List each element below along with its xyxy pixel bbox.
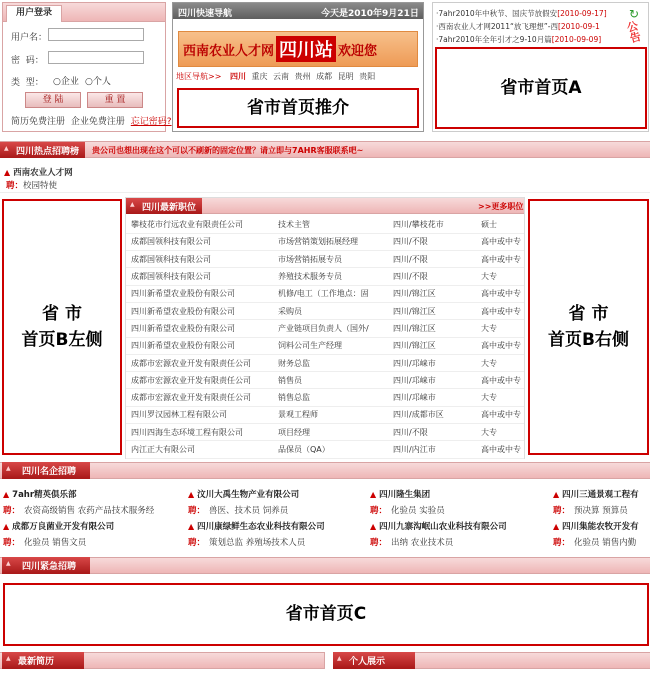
username-label: 用户名： (11, 33, 48, 43)
job-title[interactable]: 销售总监 (273, 389, 388, 406)
flag-icon: ▲ (553, 522, 560, 531)
register-resume-link[interactable]: 简历免费注册 (11, 117, 66, 127)
quick-nav-panel (172, 2, 424, 132)
job-title[interactable]: 产业链项目负责人（国外/ (273, 320, 388, 337)
flag-icon: ▲ (188, 490, 195, 499)
job-row[interactable] (126, 268, 524, 285)
forgot-password-link[interactable]: 忘记密码? (130, 117, 172, 127)
job-location: 四川/内江市 (388, 441, 476, 458)
job-company[interactable]: 四川新希望农业股份有限公司 (126, 285, 273, 302)
famous-company[interactable] (553, 488, 650, 516)
job-company[interactable]: 成都国领科技有限公司 (126, 251, 273, 268)
resume-tab: ▲ 最新简历 (2, 652, 84, 669)
famous-company-name[interactable]: 四川隆生集团 (379, 490, 431, 500)
famous-company[interactable] (370, 488, 540, 516)
job-education: 高中或中专 (476, 406, 524, 423)
region-link-guizhou[interactable]: 贵州 (294, 72, 311, 81)
region-nav (176, 71, 375, 82)
flag-icon: ▲ (188, 522, 195, 531)
region-link-yunnan[interactable]: 云南 (273, 72, 290, 81)
job-location: 四川/邛崃市 (388, 354, 476, 371)
job-title[interactable]: 机修/电工（工作地点：固 (273, 285, 388, 302)
flag-icon: ▲ (370, 522, 377, 531)
urgent-bar (0, 557, 650, 574)
login-panel (2, 2, 172, 132)
latest-jobs-tab: ▲ 四川最新职位 (126, 198, 202, 214)
notice-date: [2010-09-1 (557, 22, 600, 31)
job-row[interactable] (126, 216, 524, 233)
job-title[interactable]: 财务总监 (273, 354, 388, 371)
job-prefix: 聘： (188, 538, 206, 548)
login-button[interactable]: 登 陆 (25, 92, 81, 108)
notice-panel (432, 2, 649, 132)
notice-item[interactable]: ·7ahr2010年中秋节、国庆节放假安[2010-09-17] (436, 9, 607, 18)
notice-text: 7ahr2010年中秋节、国庆节放假安 (438, 9, 558, 18)
hot-recruit-promo[interactable]: 贵公司也想出现在这个可以不刷新的固定位置？请立即与7AHR客服联系吧~ (92, 146, 364, 155)
job-row[interactable] (126, 354, 524, 371)
job-table-wrap (126, 216, 524, 459)
job-row[interactable] (126, 251, 524, 268)
job-company[interactable]: 四川新希望农业股份有限公司 (126, 320, 273, 337)
job-location: 四川/不限 (388, 424, 476, 441)
job-company[interactable]: 四川罗汉园林工程有限公司 (126, 406, 273, 423)
famous-company[interactable] (3, 520, 173, 548)
job-prefix: 聘： (188, 506, 206, 516)
login-links (11, 114, 172, 127)
job-company[interactable]: 成都市宏源农业开发有限责任公司 (126, 389, 273, 406)
job-title[interactable]: 饲料公司生产经理 (273, 337, 388, 354)
password-input[interactable] (48, 51, 144, 64)
quick-nav-title: 四川快速导航 (178, 9, 233, 19)
famous-company-name[interactable]: 汶川大禹生物产业有限公司 (197, 490, 300, 500)
famous-company-jobs[interactable]: 策划总监 养殖场技术人员 (209, 538, 306, 548)
job-education: 高中或中专 (476, 285, 524, 302)
famous-company-jobs[interactable]: 化验员 销售文员 (24, 538, 87, 548)
job-title[interactable]: 景观工程师 (273, 406, 388, 423)
reset-button[interactable]: 重 置 (87, 92, 143, 108)
job-row[interactable] (126, 233, 524, 250)
hot-recruit-tab: ▲ 四川热点招聘榜 (0, 142, 85, 158)
job-location: 四川/不限 (388, 268, 476, 285)
welcome-banner (178, 31, 418, 67)
radio-company-label: 企业 (60, 77, 79, 87)
job-company[interactable]: 成都国领科技有限公司 (126, 268, 273, 285)
job-education: 高中或中专 (476, 337, 524, 354)
job-company[interactable]: 四川新希望农业股份有限公司 (126, 337, 273, 354)
job-row[interactable] (126, 372, 524, 389)
flag-icon: ▲ (3, 522, 10, 531)
famous-company[interactable] (553, 520, 650, 548)
famous-company-jobs[interactable]: 农资高级销售 农药产品技术服务经 (24, 506, 155, 516)
job-title[interactable]: 市场营销拓展专员 (273, 251, 388, 268)
job-row[interactable] (126, 389, 524, 406)
username-input[interactable] (48, 28, 144, 41)
hot-recruit-job (6, 179, 57, 191)
famous-company-name[interactable]: 四川康绿鲜生态农业科技有限公司 (197, 522, 325, 532)
job-location: 四川/锦江区 (388, 320, 476, 337)
banner-site-name: 西南农业人才网 (183, 43, 275, 59)
job-prefix: 聘： (553, 506, 571, 516)
job-prefix: 聘： (6, 181, 24, 191)
password-label: 密 码： (11, 56, 44, 66)
notice-text: 7ahr2010年全年引才之9-10月篇 (438, 35, 552, 44)
job-location: 四川/锦江区 (388, 337, 476, 354)
famous-company[interactable] (3, 488, 173, 516)
job-row[interactable] (126, 302, 524, 319)
region-nav-label: 地区导航>> (176, 72, 222, 81)
job-prefix: 聘： (3, 506, 21, 516)
hot-company-name: 西南农业人才网 (13, 168, 73, 178)
region-link-chongqing[interactable]: 重庆 (251, 72, 268, 81)
job-title[interactable]: 采购员 (273, 302, 388, 319)
job-title[interactable]: 销售员 (273, 372, 388, 389)
famous-bar (0, 462, 650, 479)
flag-icon: ▲ (3, 490, 10, 499)
personal-tab: ▲ 个人展示 (333, 652, 415, 669)
job-row[interactable] (126, 424, 524, 441)
famous-company[interactable] (188, 488, 358, 516)
famous-company-jobs[interactable]: 兽医、技术员 饲养员 (209, 506, 289, 516)
job-prefix: 聘： (3, 538, 21, 548)
job-education: 高中或中专 (476, 302, 524, 319)
job-table (126, 216, 524, 459)
job-prefix: 聘： (553, 538, 571, 548)
banner-welcome: 欢迎您 (338, 43, 378, 59)
notice-date: [2010-09-09] (551, 35, 602, 44)
latest-jobs-panel (125, 197, 525, 459)
hot-job-title[interactable]: 校园特使 (23, 181, 58, 191)
job-education: 高中或中专 (476, 441, 524, 458)
famous-tab: ▲ 四川名企招聘 (2, 462, 90, 479)
job-education: 大专 (476, 424, 524, 441)
radio-personal-label: 个人 (92, 77, 111, 87)
famous-company-jobs[interactable]: 预决算 预算员 (574, 506, 628, 516)
job-location: 四川/邛崃市 (388, 372, 476, 389)
ad-province-b-left[interactable]: 省 市 首页B左侧 (2, 199, 122, 455)
job-education: 高中或中专 (476, 251, 524, 268)
flag-icon: ▲ (553, 490, 560, 499)
banner-station: 四川站 (276, 36, 336, 62)
job-location: 四川/不限 (388, 233, 476, 250)
type-label: 类 型： (11, 78, 44, 88)
notice-item[interactable]: ·西南农业人才网2011“放飞理想”-西[2010-09-1 (436, 22, 600, 31)
refresh-icon: ↻ (629, 7, 640, 21)
job-row[interactable] (126, 337, 524, 354)
region-link-sichuan[interactable]: 四川 (229, 72, 246, 81)
radio-company[interactable]: ○企业 (53, 77, 79, 87)
job-location: 四川/不限 (388, 251, 476, 268)
job-location: 四川/邛崃市 (388, 389, 476, 406)
job-company[interactable]: 四川四海生态环境工程有限公司 (126, 424, 273, 441)
notice-text: 西南农业人才网2011“放飞理想”-西 (438, 22, 558, 31)
job-company[interactable]: 成都市宏源农业开发有限责任公司 (126, 354, 273, 371)
famous-company-jobs[interactable]: 化验员 实验员 (391, 506, 445, 516)
job-education: 高中或中专 (476, 372, 524, 389)
job-education: 高中或中专 (476, 233, 524, 250)
job-education: 大专 (476, 320, 524, 337)
job-education: 大专 (476, 268, 524, 285)
flag-icon: ▲ (4, 168, 11, 177)
hot-recruit-divider (0, 192, 650, 193)
job-title[interactable]: 项目经理 (273, 424, 388, 441)
job-row[interactable] (126, 285, 524, 302)
job-location: 四川/锦江区 (388, 285, 476, 302)
famous-company-name[interactable]: 四川九寨沟岷山农业科技有限公司 (379, 522, 507, 532)
job-title[interactable]: 技术主管 (273, 216, 388, 233)
region-link-kunming[interactable]: 昆明 (337, 72, 354, 81)
region-link-chengdu[interactable]: 成都 (316, 72, 333, 81)
famous-company-jobs[interactable]: 化验员 销售内勤 (574, 538, 637, 548)
job-location: 四川/锦江区 (388, 302, 476, 319)
region-link-guiyang[interactable]: 贵阳 (359, 72, 376, 81)
hot-recruit-item[interactable] (4, 166, 73, 178)
more-jobs-link[interactable]: >>更多职位 (478, 202, 524, 211)
job-education: 大专 (476, 354, 524, 371)
job-title[interactable]: 养殖技术服务专员 (273, 268, 388, 285)
job-company[interactable]: 内江正大有限公司 (126, 441, 273, 458)
job-company[interactable]: 成都市宏源农业开发有限责任公司 (126, 372, 273, 389)
job-company[interactable]: 攀枝花市行远农业有限责任公司 (126, 216, 273, 233)
job-company[interactable]: 成都国领科技有限公司 (126, 233, 273, 250)
job-prefix: 聘： (370, 506, 388, 516)
famous-company-name[interactable]: 四川三通景观工程有 (562, 490, 639, 500)
job-row[interactable] (126, 406, 524, 423)
famous-company-name[interactable]: 四川集能农牧开发有 (562, 522, 639, 532)
famous-company-jobs[interactable]: 出纳 农业技术员 (391, 538, 454, 548)
job-location: 四川/攀枝花市 (388, 216, 476, 233)
ad-province-recommend[interactable]: 省市首页推介 (177, 88, 419, 128)
flag-icon: ▲ (370, 490, 377, 499)
famous-company[interactable] (370, 520, 540, 548)
current-date: 今天是2010年9月21日 (321, 9, 419, 19)
job-company[interactable]: 四川新希望农业股份有限公司 (126, 302, 273, 319)
job-title[interactable]: 市场营销策划拓展经理 (273, 233, 388, 250)
ad-province-c[interactable]: 省市首页C (3, 583, 649, 646)
job-education: 硕士 (476, 216, 524, 233)
register-company-link[interactable]: 企业免费注册 (70, 117, 125, 127)
famous-company-name[interactable]: 成都万良菌业开发有限公司 (12, 522, 115, 532)
job-title[interactable]: 品保员（QA） (273, 441, 388, 458)
job-education: 大专 (476, 389, 524, 406)
famous-company[interactable] (188, 520, 358, 548)
job-location: 四川/成都市区 (388, 406, 476, 423)
job-row[interactable] (126, 320, 524, 337)
notice-badge (623, 9, 647, 45)
job-prefix: 聘： (370, 538, 388, 548)
notice-date: [2010-09-17] (557, 9, 607, 18)
radio-personal[interactable]: ○个人 (85, 77, 111, 87)
job-row[interactable] (126, 441, 524, 458)
famous-company-name[interactable]: 7ahr精英俱乐部 (12, 490, 77, 500)
urgent-tab: ▲ 四川紧急招聘 (2, 557, 90, 574)
notice-badge-label: 公告 (624, 19, 643, 45)
ad-province-a[interactable]: 省市首页A (435, 47, 647, 129)
ad-province-b-right[interactable]: 省 市 首页B右侧 (528, 199, 649, 455)
notice-item[interactable]: ·7ahr2010年全年引才之9-10月篇[2010-09-09] (436, 35, 602, 44)
login-title: 用户登录 (6, 5, 62, 22)
